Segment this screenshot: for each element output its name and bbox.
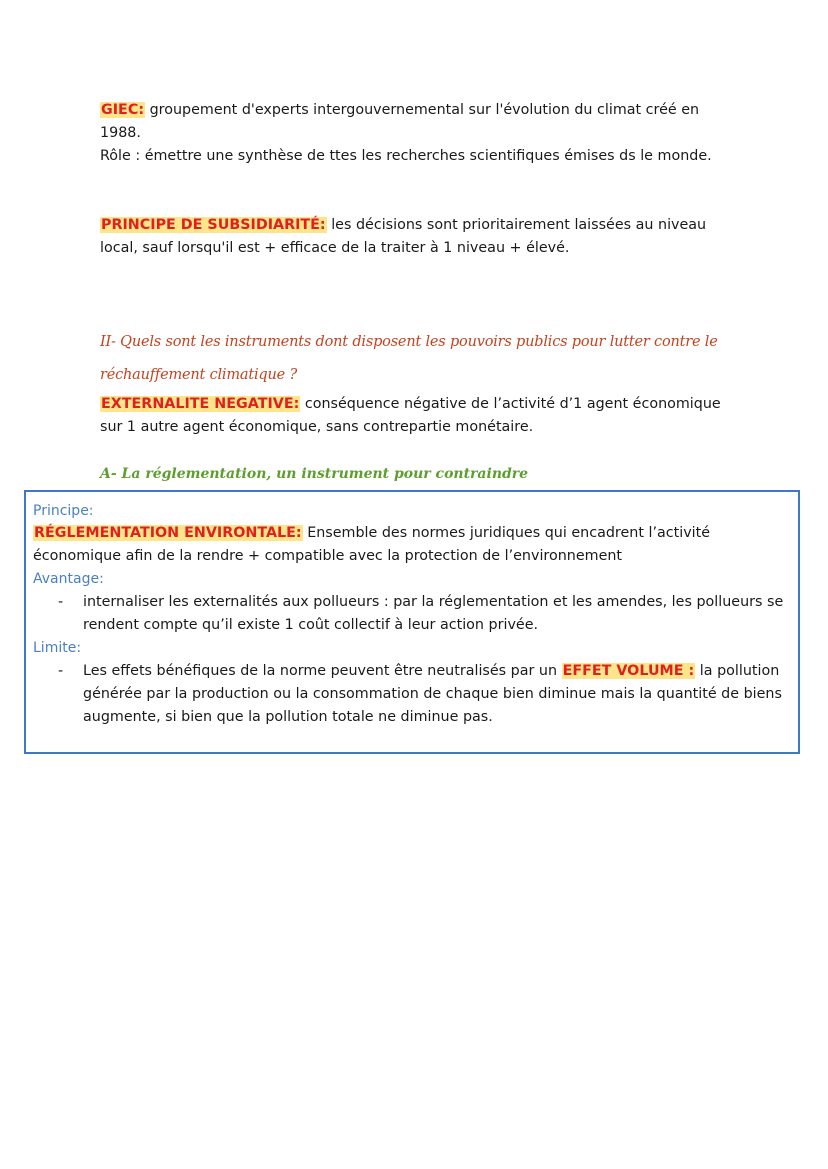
- reglementation-definition: [33, 522, 798, 568]
- section-2-title: II- Quels sont les instruments dont disposent les pouvoirs publics pour lutter contre le réchauffement climatique ?: [100, 334, 718, 383]
- giec-role: Rôle : émettre une synthèse de ttes les recherches scientifiques émises ds le monde.: [100, 148, 712, 164]
- effet-volume-term: EFFET VOLUME :: [562, 663, 695, 679]
- reglementation-definition-text: Ensemble des normes juridiques qui encadrent l’activité économique afin de la rendre + compatible avec la protection de l’environnement: [33, 525, 711, 564]
- externalite-term: EXTERNALITE NEGATIVE:: [101, 396, 300, 412]
- limite-text-after: la pollution générée par la production ou la consommation de chaque bien diminue mais la quantité de biens augmente, si bien que la pollution totale ne diminue pas.: [83, 663, 782, 725]
- subsidiarite-term: PRINCIPE DE SUBSIDIARITÉ:: [101, 217, 326, 233]
- externalite-definition: [100, 393, 740, 439]
- avantage-text: internaliser les externalités aux pollueurs : par la réglementation et les amendes, les pollueurs se rendent compte qu’il existe 1 coût collectif à leur action privée.: [83, 594, 784, 633]
- giec-term: GIEC:: [101, 102, 145, 118]
- subsidiarite-definition-text: les décisions sont prioritairement laissées au niveau local, sauf lorsqu'il est + efficace de la traiter à 1 niveau + élevé.: [100, 217, 707, 256]
- subsidiarite-definition: [100, 214, 740, 260]
- limite-text: [83, 660, 799, 729]
- avantage-label: Avantage:: [33, 571, 104, 587]
- limite-bullet-dash: -: [58, 663, 64, 679]
- avantage-bullet-dash: -: [58, 594, 64, 610]
- subsection-a-title: A- La réglementation, un instrument pour contraindre: [100, 466, 529, 482]
- limite-label: Limite:: [33, 640, 82, 656]
- giec-definition-text: groupement d'experts intergouvernemental sur l'évolution du climat créé en 1988.: [100, 102, 700, 141]
- limite-text-before: Les effets bénéfiques de la norme peuvent être neutralisés par un: [83, 663, 562, 679]
- externalite-definition-text: conséquence négative de l’activité d’1 agent économique sur 1 autre agent économique, sans contrepartie monétaire.: [100, 396, 721, 435]
- giec-definition: [100, 99, 740, 168]
- principe-label: Principe:: [33, 503, 94, 519]
- reglementation-term: RÉGLEMENTATION ENVIRONTALE:: [34, 525, 302, 541]
